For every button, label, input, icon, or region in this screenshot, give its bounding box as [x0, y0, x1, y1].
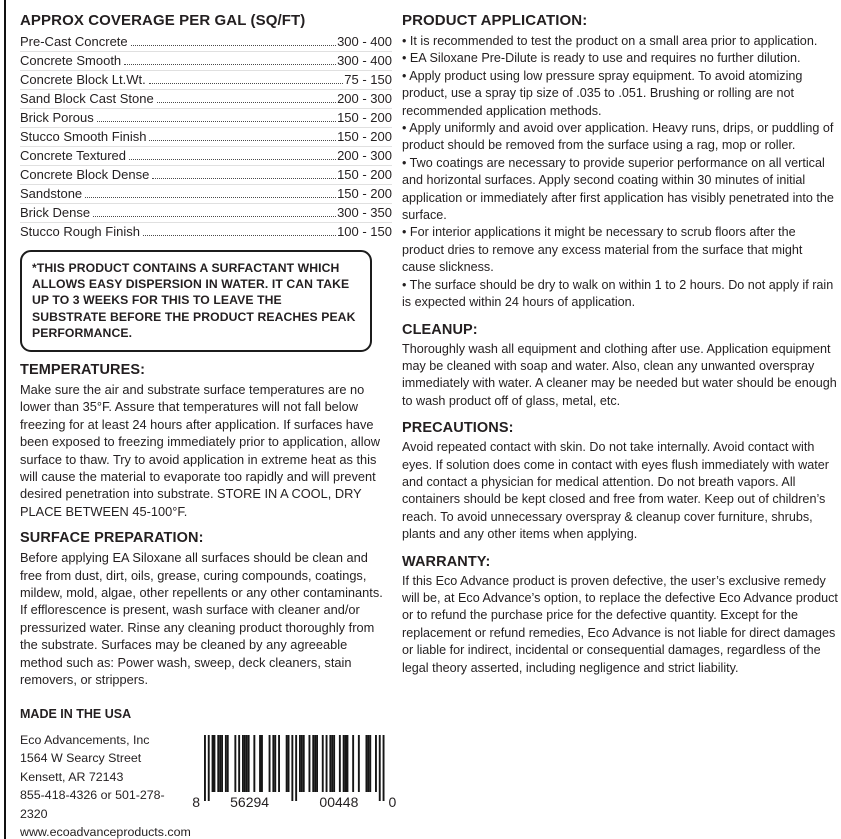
leader-dots	[124, 64, 336, 65]
barcode-digit-left: 8	[192, 793, 200, 810]
coverage-range: 300 - 400	[337, 34, 392, 49]
cleanup-section	[402, 322, 838, 411]
cleanup-body: Thoroughly wash all equipment and clothing after use. Application equipment may be cleaned with soap and water. Also, clean any unwanted overspray immediately with water. A cleaner may be needed but water should be enough to wash product off of glass, metal, etc.	[402, 341, 837, 408]
bullet-paragraph: • EA Siloxane Pre-Dilute is ready to use and requires no further dilution.	[402, 51, 801, 66]
precautions-title: PRECAUTIONS:	[402, 420, 514, 437]
coverage-row	[20, 33, 392, 52]
coverage-row	[20, 204, 392, 223]
surface-name: Concrete Block Dense	[20, 167, 150, 182]
bullet-paragraph: • It is recommended to test the product on a small area prior to application.	[402, 34, 818, 48]
surface-name: Pre-Cast Concrete	[20, 34, 128, 49]
bullet-paragraph: • The surface should be dry to walk on within 1 to 2 hours. Do not apply if rain is expected within 24 hours of application.	[402, 277, 834, 310]
surface-preparation-section	[20, 530, 392, 688]
left-edge-rule	[4, 0, 6, 839]
company-address-line: 855-418-4326 or 501-278-2320	[20, 788, 165, 821]
bullet-paragraph: • Apply uniformly and avoid over application. Heavy runs, drips, or puddling of product should be removed from the surface using a rag, mop or roller.	[402, 121, 834, 153]
temperatures-body: Make sure the air and substrate surface temperatures are no lower than 35°F. Assure that temperatures will not fall below freezing for at least 24 hours after application. If surfaces have been exposed to freezing immediately prior to application, allow surface to thaw. Try to avoid application in extreme heat as this will cause the material to evaporate too rapidly and will prevent desired penetration into substrate. STORE IN A COOL, DRY PLACE BETWEEN 45-100°F.	[20, 382, 380, 519]
company-address-line: Eco Advancements, Inc	[20, 732, 150, 747]
surface-name: Sand Block Cast Stone	[20, 91, 154, 106]
precautions-section	[402, 420, 838, 543]
surface-name: Brick Dense	[20, 205, 91, 220]
surface-name: Brick Porous	[20, 110, 94, 125]
company-address-line: www.ecoadvanceproducts.com	[20, 825, 191, 839]
bullet-paragraph: • Two coatings are necessary to provide superior performance on all vertical and horizontal surfaces. Apply second coating within 30 minutes of initial application or immediately after first application has visibly penetrated into the surface.	[402, 155, 834, 223]
surface-name: Stucco Rough Finish	[20, 224, 140, 239]
surfactant-note-text: *THIS PRODUCT CONTAINS A SURFACTANT WHICH ALLOWS EASY DISPERSION IN WATER. IT CAN TAKE UP TO 3 WEEKS FOR THIS TO LEAVE THE SUBSTRATE BEFORE THE PRODUCT REACHES PEAK PERFORMANCE.	[32, 261, 356, 340]
surface-name: Concrete Smooth	[20, 53, 122, 68]
coverage-row	[20, 147, 392, 166]
coverage-range: 150 - 200	[337, 186, 392, 201]
coverage-range: 300 - 350	[337, 205, 392, 220]
leader-dots	[152, 178, 336, 179]
surface-name: Sandstone	[20, 186, 83, 201]
surface-preparation-body: Before applying EA Siloxane all surfaces should be clean and free from dust, dirt, oils, grease, curing compounds, coatings, mildew, mold, algae, other repellents or any other contaminants. If efflorescence is present, wash surface with cleaner and/or pressurized water. Rinse any cleaning product thoroughly from the substrate. Surfaces may be cleaned by any agreeable method such as: Power wash, sweep, deck cleaners, stain removers, or strippers.	[20, 550, 383, 688]
coverage-row	[20, 71, 392, 90]
bullet-paragraph: • For interior applications it might be necessary to scrub floors after the product dries to remove any excess material from the surface that might cause slickness.	[402, 225, 803, 275]
warranty-section	[402, 554, 838, 677]
product-application-section	[402, 12, 838, 312]
warranty-body: If this Eco Advance product is proven defective, the user’s exclusive remedy will be, at Eco Advance’s option, to replace the defective Eco Advance product or to refund the purchase price for the defective quantity. Except for the replacement or refund remedies, Eco Advance is not liable for direct damages or liable for indirect, incidental or consequential damages, regardless of the legal theory asserted, including negligence and strict liability.	[402, 573, 838, 675]
company-address-block	[20, 731, 191, 839]
coverage-row	[20, 223, 392, 241]
coverage-range: 150 - 200	[337, 110, 392, 125]
footer	[20, 731, 397, 839]
coverage-row	[20, 166, 392, 185]
leader-dots	[93, 216, 336, 217]
barcode-digits-right-group: 00448	[319, 793, 359, 810]
surfactant-note-box	[20, 250, 372, 352]
leader-dots	[149, 83, 344, 84]
made-in-usa-label: MADE IN THE USA	[20, 706, 132, 721]
coverage-row	[20, 128, 392, 147]
barcode-digit-right: 0	[388, 793, 397, 810]
company-address-line: 1564 W Searcy Street	[20, 751, 142, 766]
surface-preparation-title: SURFACE PREPARATION:	[20, 530, 204, 547]
coverage-title: APPROX COVERAGE PER GAL (SQ/FT)	[20, 12, 306, 29]
coverage-range: 300 - 400	[337, 53, 392, 68]
company-address-line: Kensett, AR 72143	[20, 769, 124, 784]
leader-dots	[149, 140, 336, 141]
warranty-title: WARRANTY:	[402, 553, 491, 570]
temperatures-title: TEMPERATURES:	[20, 362, 146, 379]
left-column	[20, 12, 397, 839]
product-application-bullets	[402, 33, 838, 312]
leader-dots	[143, 235, 336, 236]
leader-dots	[97, 121, 336, 122]
coverage-range: 200 - 300	[337, 91, 392, 106]
bullet-paragraph: • Apply product using low pressure spray equipment. To avoid atomizing product, use a spray tip size of .035 to .051. Brushing or rolling are not recommended application methods.	[402, 68, 803, 118]
coverage-row	[20, 52, 392, 71]
cleanup-title: CLEANUP:	[402, 321, 478, 338]
leader-dots	[157, 102, 336, 103]
coverage-range: 200 - 300	[337, 148, 392, 163]
upc-barcode-svg	[191, 735, 399, 811]
coverage-range: 150 - 200	[337, 129, 392, 144]
coverage-range: 100 - 150	[337, 224, 392, 239]
surface-name: Concrete Textured	[20, 148, 126, 163]
coverage-range: 75 - 150	[344, 72, 392, 87]
coverage-row	[20, 90, 392, 109]
precautions-body: Avoid repeated contact with skin. Do not take internally. Avoid contact with eyes. If solution does come in contact with eyes flush immediately with water and contact a physician for medical attention. Do not breath vapors. All containers should be kept closed and free from water. Keep out of children’s reach. To avoid unnecessary overspray & cleanup cover furniture, shrubs, plants and any other items when applying.	[402, 440, 829, 542]
product-application-title: PRODUCT APPLICATION:	[402, 12, 588, 29]
leader-dots	[85, 197, 336, 198]
coverage-row	[20, 185, 392, 204]
right-column	[402, 12, 838, 677]
upc-barcode	[191, 735, 399, 816]
coverage-table	[20, 33, 392, 241]
temperatures-section	[20, 362, 392, 520]
leader-dots	[129, 159, 336, 160]
leader-dots	[131, 45, 336, 46]
barcode-digits-left-group: 56294	[229, 793, 269, 810]
coverage-row	[20, 109, 392, 128]
coverage-section	[20, 12, 392, 241]
coverage-range: 150 - 200	[337, 167, 392, 182]
surface-name: Concrete Block Lt.Wt.	[20, 72, 146, 87]
surface-name: Stucco Smooth Finish	[20, 129, 147, 144]
